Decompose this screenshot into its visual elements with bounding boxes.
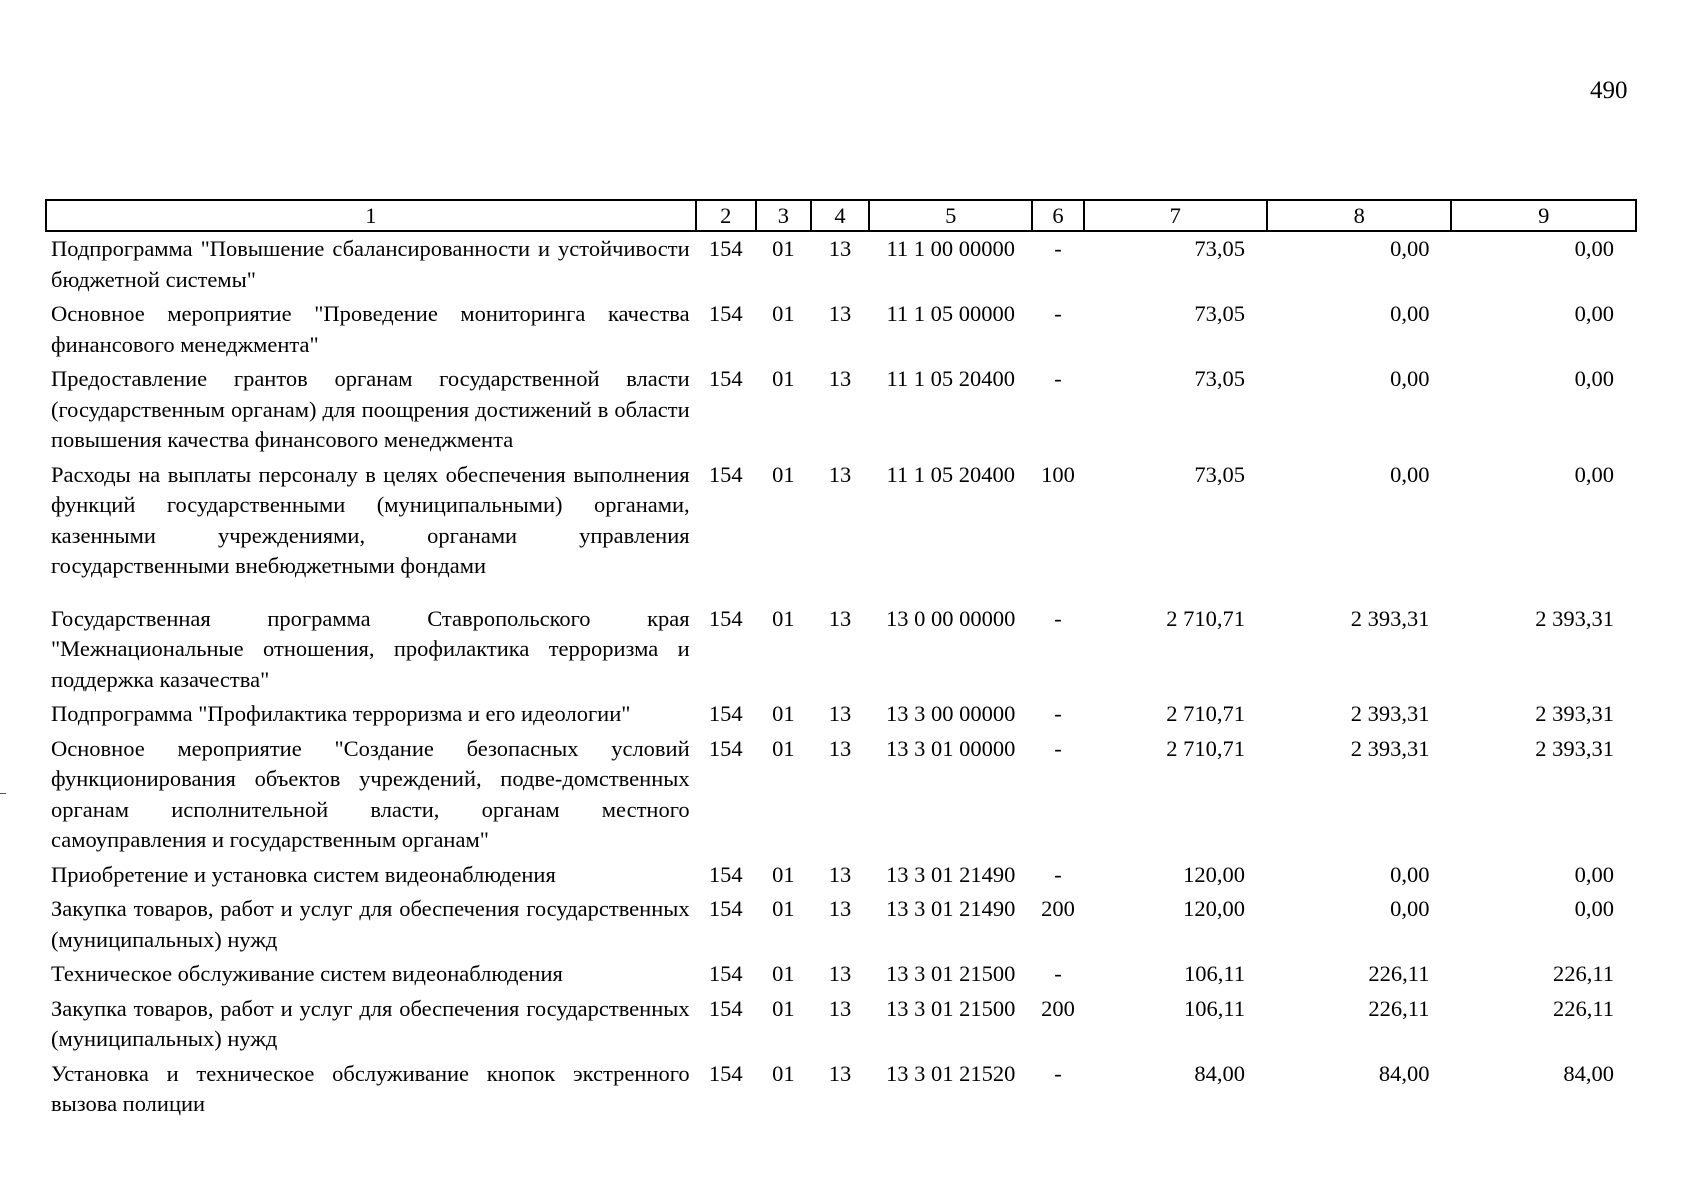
row-col-8: 0,00 <box>1390 301 1430 326</box>
row-col-4: 13 <box>828 961 852 986</box>
table-row <box>46 858 1636 893</box>
row-col-8: 2 393,31 <box>1350 701 1430 726</box>
row-name: Основное мероприятие "Проведение мониторинга качества финансового менеджмента" <box>51 301 690 357</box>
row-col-9: 0,00 <box>1574 896 1614 921</box>
row-col-8: 226,11 <box>1368 961 1430 986</box>
row-col-3: 01 <box>772 366 795 391</box>
row-col-2: 154 <box>708 995 743 1021</box>
row-spacer-cell <box>46 584 1636 602</box>
row-name: Приобретение и установка систем видеонаблюдения <box>51 861 556 887</box>
row-col-7: 73,05 <box>1194 236 1246 261</box>
row-name: Техническое обслуживание систем видеонаблюдения <box>51 961 563 986</box>
row-col-7: 2 710,71 <box>1166 605 1246 631</box>
row-col-2: 154 <box>708 735 743 761</box>
row-col-3: 01 <box>772 896 795 921</box>
table-row <box>46 892 1636 957</box>
row-col-9: 226,11 <box>1552 961 1614 986</box>
row-col-6: - <box>1054 605 1062 631</box>
row-col-5: 13 3 01 21520 <box>886 1060 1016 1086</box>
row-col-8: 0,00 <box>1390 366 1430 391</box>
row-name: Закупка товаров, работ и услуг для обеспечения государственных (муниципальных) нужд <box>51 995 690 1051</box>
row-col-2: 154 <box>708 701 743 726</box>
row-col-5: 13 3 01 00000 <box>886 735 1016 761</box>
row-col-3: 01 <box>772 995 795 1021</box>
row-col-7: 106,11 <box>1183 961 1246 986</box>
row-col-4: 13 <box>828 701 852 726</box>
row-col-2: 154 <box>708 301 743 326</box>
row-col-2: 154 <box>708 1060 743 1086</box>
row-col-6: - <box>1054 861 1062 887</box>
row-col-2: 154 <box>708 236 743 261</box>
row-col-9: 0,00 <box>1574 301 1614 326</box>
row-col-3: 01 <box>772 861 795 887</box>
row-col-6: - <box>1054 735 1062 761</box>
column-header-8: 8 <box>1267 200 1451 231</box>
row-col-3: 01 <box>772 1060 795 1086</box>
row-col-2: 154 <box>708 896 743 921</box>
row-col-5: 13 3 01 21490 <box>886 861 1016 887</box>
row-spacer <box>46 584 1636 602</box>
row-col-2: 154 <box>708 605 743 631</box>
row-col-6: - <box>1054 301 1062 326</box>
row-name: Основное мероприятие "Создание безопасных условий функционирования объектов учреждений, подве-домственных органам исполнительной власти, органам местного самоуправления и государственным органам" <box>51 735 690 852</box>
table-row <box>46 458 1636 584</box>
row-col-3: 01 <box>772 236 795 261</box>
row-col-5: 11 1 05 00000 <box>886 301 1015 326</box>
row-col-5: 11 1 05 20400 <box>886 461 1015 487</box>
table-row <box>46 1057 1636 1122</box>
row-col-5: 11 1 00 00000 <box>886 236 1015 261</box>
table-row <box>46 957 1636 992</box>
row-col-7: 120,00 <box>1183 896 1246 921</box>
row-col-8: 0,00 <box>1390 896 1430 921</box>
table-row <box>46 297 1636 362</box>
row-col-8: 226,11 <box>1368 995 1430 1021</box>
row-col-6: - <box>1054 961 1062 986</box>
row-col-9: 0,00 <box>1574 461 1614 487</box>
row-col-4: 13 <box>828 461 852 487</box>
row-col-4: 13 <box>828 735 852 761</box>
row-col-3: 01 <box>772 735 795 761</box>
row-col-4: 13 <box>828 995 852 1021</box>
row-col-8: 2 393,31 <box>1350 735 1430 761</box>
row-col-3: 01 <box>772 605 795 631</box>
row-col-6: 200 <box>1041 995 1075 1021</box>
row-name: Установка и техническое обслуживание кнопок экстренного вызова полиции <box>51 1060 690 1116</box>
row-col-4: 13 <box>828 301 852 326</box>
row-col-6: - <box>1054 701 1062 726</box>
row-col-2: 154 <box>708 461 743 487</box>
row-col-4: 13 <box>828 896 852 921</box>
row-col-3: 01 <box>772 301 795 326</box>
row-col-5: 11 1 05 20400 <box>886 366 1015 391</box>
column-header-9: 9 <box>1451 200 1636 231</box>
row-col-9: 84,00 <box>1563 1060 1614 1086</box>
row-col-4: 13 <box>828 605 852 631</box>
row-col-7: 84,00 <box>1194 1060 1246 1086</box>
row-col-2: 154 <box>708 366 743 391</box>
row-col-9: 2 393,31 <box>1535 701 1614 726</box>
scan-margin-mark <box>0 793 6 794</box>
row-col-6: - <box>1054 1060 1062 1086</box>
row-col-8: 0,00 <box>1390 461 1430 487</box>
row-name: Государственная программа Ставропольского края "Межнациональные отношения, профилактика терроризма и поддержка казачества" <box>51 605 690 692</box>
column-header-2: 2 <box>696 200 756 231</box>
row-col-7: 2 710,71 <box>1166 701 1246 726</box>
column-header-5: 5 <box>869 200 1032 231</box>
row-col-6: - <box>1054 236 1062 261</box>
row-col-2: 154 <box>708 961 743 986</box>
row-col-6: - <box>1054 366 1062 391</box>
row-col-7: 2 710,71 <box>1166 735 1246 761</box>
row-col-5: 13 3 01 21500 <box>886 961 1016 986</box>
table-row <box>46 992 1636 1057</box>
row-col-9: 0,00 <box>1574 366 1614 391</box>
row-col-7: 73,05 <box>1194 366 1246 391</box>
row-col-6: 100 <box>1041 461 1075 487</box>
row-col-5: 13 3 01 21490 <box>886 896 1016 921</box>
row-col-7: 120,00 <box>1183 861 1246 887</box>
row-col-3: 01 <box>772 701 795 726</box>
row-col-4: 13 <box>828 236 852 261</box>
row-col-6: 200 <box>1041 896 1075 921</box>
row-name: Подпрограмма "Профилактика терроризма и его идеологии" <box>51 701 631 726</box>
row-col-3: 01 <box>772 961 795 986</box>
row-col-2: 154 <box>708 861 743 887</box>
row-name: Закупка товаров, работ и услуг для обеспечения государственных (муниципальных) нужд <box>51 896 690 952</box>
column-header-3: 3 <box>756 200 811 231</box>
row-col-9: 2 393,31 <box>1535 735 1614 761</box>
page-number: 490 <box>1590 77 1628 104</box>
column-header-7: 7 <box>1084 200 1267 231</box>
row-col-7: 73,05 <box>1194 461 1246 487</box>
row-col-8: 84,00 <box>1378 1060 1430 1086</box>
row-col-9: 226,11 <box>1552 995 1614 1021</box>
row-col-5: 13 3 01 21500 <box>886 995 1016 1021</box>
row-col-9: 2 393,31 <box>1535 605 1614 631</box>
row-col-9: 0,00 <box>1574 236 1614 261</box>
row-col-5: 13 0 00 00000 <box>886 605 1016 631</box>
row-col-4: 13 <box>828 1060 852 1086</box>
budget-table <box>45 199 1637 1122</box>
row-col-5: 13 3 00 00000 <box>886 701 1016 726</box>
row-col-7: 73,05 <box>1194 301 1246 326</box>
column-header-1: 1 <box>46 200 696 231</box>
row-col-8: 2 393,31 <box>1350 605 1430 631</box>
row-col-3: 01 <box>772 461 795 487</box>
column-header-6: 6 <box>1032 200 1083 231</box>
row-col-9: 0,00 <box>1574 861 1614 887</box>
row-col-4: 13 <box>828 366 852 391</box>
table-row <box>46 362 1636 458</box>
column-header-4: 4 <box>811 200 869 231</box>
row-col-8: 0,00 <box>1390 861 1430 887</box>
row-col-4: 13 <box>828 861 852 887</box>
row-name: Расходы на выплаты персоналу в целях обеспечения выполнения функций государственными (муниципальными) органами, казенными учреждениями, органами управления государственными внебюджетными фондами <box>51 461 690 578</box>
row-col-7: 106,11 <box>1183 995 1246 1021</box>
header-row <box>46 200 1636 231</box>
table-row <box>46 602 1636 698</box>
table-row <box>46 732 1636 858</box>
row-name: Предоставление грантов органам государственной власти (государственным органам) для поощрения достижений в области повышения качества финансового менеджмента <box>51 366 690 452</box>
table-row <box>46 231 1636 297</box>
row-name: Подпрограмма "Повышение сбалансированности и устойчивости бюджетной системы" <box>51 236 690 292</box>
row-col-8: 0,00 <box>1390 236 1430 261</box>
table-row <box>46 697 1636 732</box>
